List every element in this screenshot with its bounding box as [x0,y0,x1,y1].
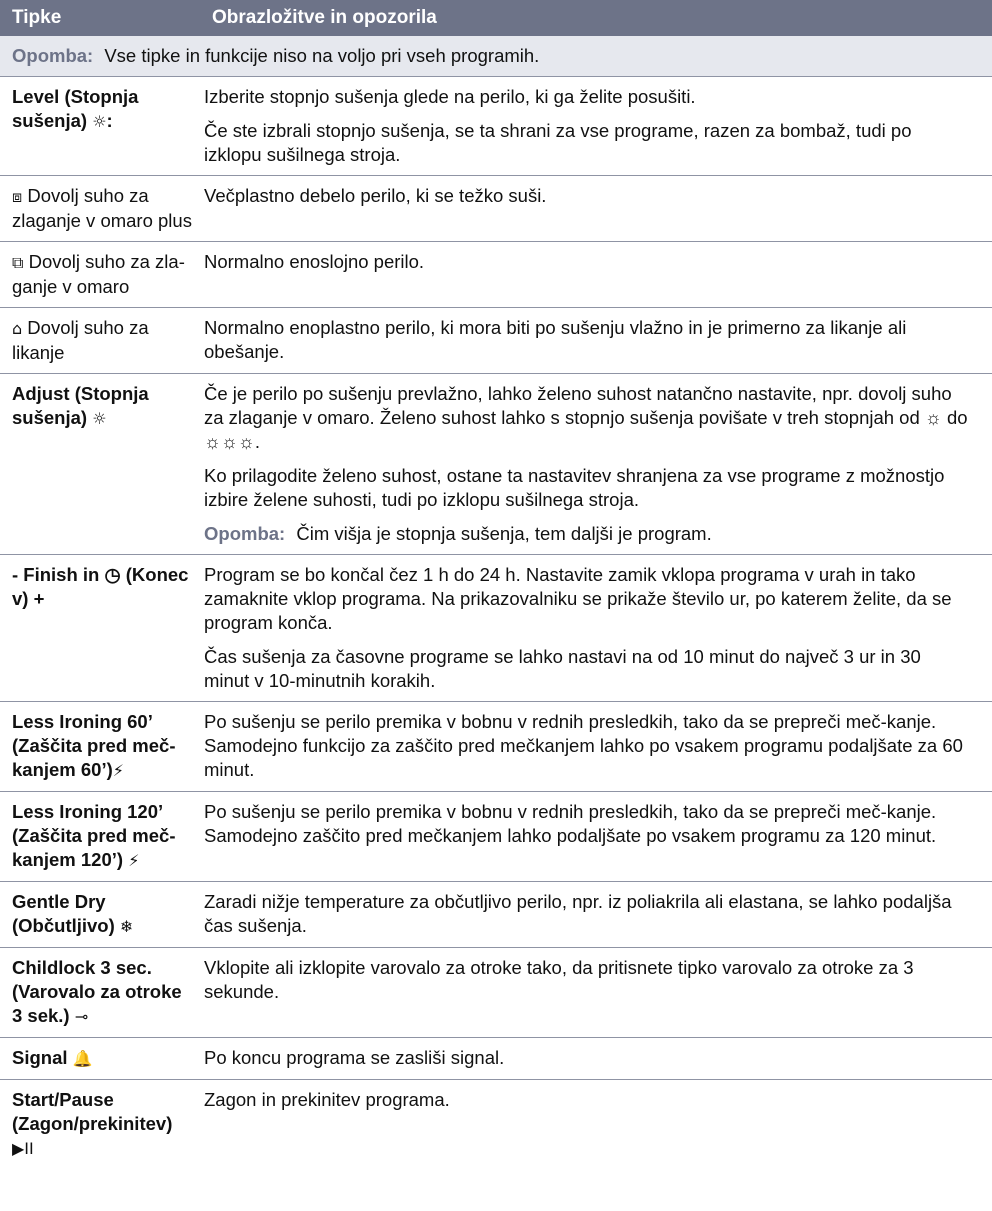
note-text: Vse tipke in funkcije niso na voljo pri vseh programih. [104,45,540,66]
play-pause-icon: ▶II [12,1139,34,1158]
table-row-finish [0,555,992,702]
desc-cell-start [200,1080,992,1170]
key-cell-iron [0,308,200,374]
key-cell-start [0,1080,200,1170]
desc-cell-gentle [200,882,992,948]
iron-icon: ⌂ [12,319,23,338]
cupboard-icon: ⧉ [12,253,24,272]
desc-childlock-p1: Vklopite ali izklopite varovalo za otroke tako, da pritisnete tipko varovalo za otroke za 3 sekunde. [204,957,914,1002]
key-label-level: Level (Stopnja sušenja) [12,86,139,131]
key-cell-childlock [0,948,200,1038]
adjust-note-label: Opomba: [204,523,286,544]
table-row-level [0,77,992,176]
sun-icon: ☼ [92,112,107,131]
desc-cell-less60 [200,702,992,792]
table-header-row [0,0,992,36]
key-cell-less120 [0,792,200,882]
key-cell-gentle [0,882,200,948]
table-row-adjust [0,374,992,555]
desc-finish-p1: Program se bo končal čez 1 h do 24 h. Nastavite zamik vklopa programa v urah in tako zamaknite vklop programa. Na prikazovalniku se prikaže število ur, po katerem želite, da se program konča. [204,564,952,633]
key-cell-cupboard-plus [0,176,200,242]
key-cell-adjust [0,374,200,555]
desc-cell-less120 [200,792,992,882]
key-label-cupboard-plus: Dovolj suho za zlaganje v omaro plus [12,185,192,231]
key-cell-less60 [0,702,200,792]
table-row-iron [0,308,992,374]
table-row-cupboard [0,242,992,308]
key-label-adjust: Adjust (Stopnja sušenja) [12,383,149,428]
key-colon: : [106,110,113,131]
desc-cell-childlock [200,948,992,1038]
key-cell-cupboard [0,242,200,308]
key-cell-signal [0,1038,200,1080]
desc-adjust-p1: Če je perilo po sušenju prevlažno, lahko želeno suhost natančno nastavite, npr. dovolj suho za zlaganje v omaro. Želeno suhost lahko s stopnjo sušenja povišate v treh stopnjah od ☼ do ☼☼☼. [204,383,968,452]
desc-cupboard-p1: Normalno enoslojno perilo. [204,251,425,272]
bell-icon: 🔔 [72,1049,93,1068]
desc-cell-cupboard [200,242,992,308]
desc-cell-signal [200,1038,992,1080]
note-row [0,36,992,77]
desc-signal-p1: Po koncu programa se zasliši signal. [204,1047,505,1068]
desc-less60-p1: Po sušenju se perilo premika v bobnu v rednih presledkih, tako da se prepreči meč-kanje. Samodejno funkcijo za zaščito pred mečkanjem lahko po vsakem programu podaljšate za 60 minut. [204,711,963,780]
key-label-childlock: Childlock 3 sec. (Varovalo za otroke 3 sek.) [12,957,182,1026]
table-row-less120 [0,792,992,882]
desc-adjust-p2: Ko prilagodite želeno suhost, ostane ta nastavitev shranjena za vse programe z možnostjo izbire želene suhosti, tudi po izklopu sušilnega stroja. [204,465,945,510]
sun-icon: ☼ [92,409,107,428]
desc-cell-iron [200,308,992,374]
key-label-start: Start/Pause (Zagon/prekinitev) [12,1089,173,1134]
desc-less120-p1: Po sušenju se perilo premika v bobnu v rednih presledkih, tako da se prepreči meč-kanje. Samodejno zaščito pred mečkanjem lahko podaljšate po vsakem programu za 120 minut. [204,801,937,846]
desc-cupboard-plus-p1: Večplastno debelo perilo, ki se težko suši. [204,185,547,206]
key-cell-finish [0,555,200,702]
key-cell-level [0,77,200,176]
desc-cell-cupboard-plus [200,176,992,242]
desc-cell-adjust [200,374,992,555]
desc-adjust-note [204,522,968,546]
desc-gentle-p1: Zaradi nižje temperature za občutljivo perilo, npr. iz poliakrila ali elastana, se lahko podaljša čas sušenja. [204,891,952,936]
key-label-cupboard: Dovolj suho za zla-ganje v omaro [12,251,185,297]
desc-level-p1: Izberite stopnjo sušenja glede na perilo, ki ga želite posušiti. [204,86,696,107]
table-row-childlock [0,948,992,1038]
desc-level-p2: Če ste izbrali stopnjo sušenja, se ta shrani za vse programe, razen za bombaž, tudi po izklopu sušilnega stroja. [204,120,912,165]
desc-finish-p2: Čas sušenja za časovne programe se lahko nastavi na od 10 minut do največ 3 ur in 30 minut v 10-minutnih korakih. [204,646,921,691]
key-label-iron: Dovolj suho za likanje [12,317,149,363]
table-row-start [0,1080,992,1170]
note-label: Opomba: [12,45,94,66]
adjust-note-text: Čim višja je stopnja sušenja, tem daljši je program. [296,523,712,544]
header-col-keys: Tipke [0,0,200,36]
table-row-signal [0,1038,992,1080]
key-label-gentle: Gentle Dry (Občutljivo) [12,891,115,936]
desc-start-p1: Zagon in prekinitev programa. [204,1089,450,1110]
anti-crease-icon: ⚡ [112,761,125,780]
desc-cell-level [200,77,992,176]
key-label-signal: Signal [12,1047,68,1068]
anti-crease-icon: ⚡ [128,851,140,870]
key-label-finish: - Finish in ◷ (Konec v) + [12,564,189,609]
table-row-gentle [0,882,992,948]
table-row-cupboard-plus [0,176,992,242]
desc-cell-finish [200,555,992,702]
key-label-less120: Less Ironing 120’ (Zaščita pred meč-kanjem 120’) [12,801,176,870]
gentle-dry-icon: ❄ [119,917,134,936]
table-row-less60 [0,702,992,792]
header-col-explanations: Obrazložitve in opozorila [200,0,992,36]
key-label-less60: Less Ironing 60’ (Zaščita pred meč-kanjem 60’) [12,711,176,780]
key-lock-icon: ⊸ [74,1007,89,1026]
note-cell [0,36,992,77]
desc-iron-p1: Normalno enoplastno perilo, ki mora biti po sušenju vlažno in je primerno za likanje ali obešanje. [204,317,907,362]
cupboard-plus-icon: ⧈ [12,187,23,206]
